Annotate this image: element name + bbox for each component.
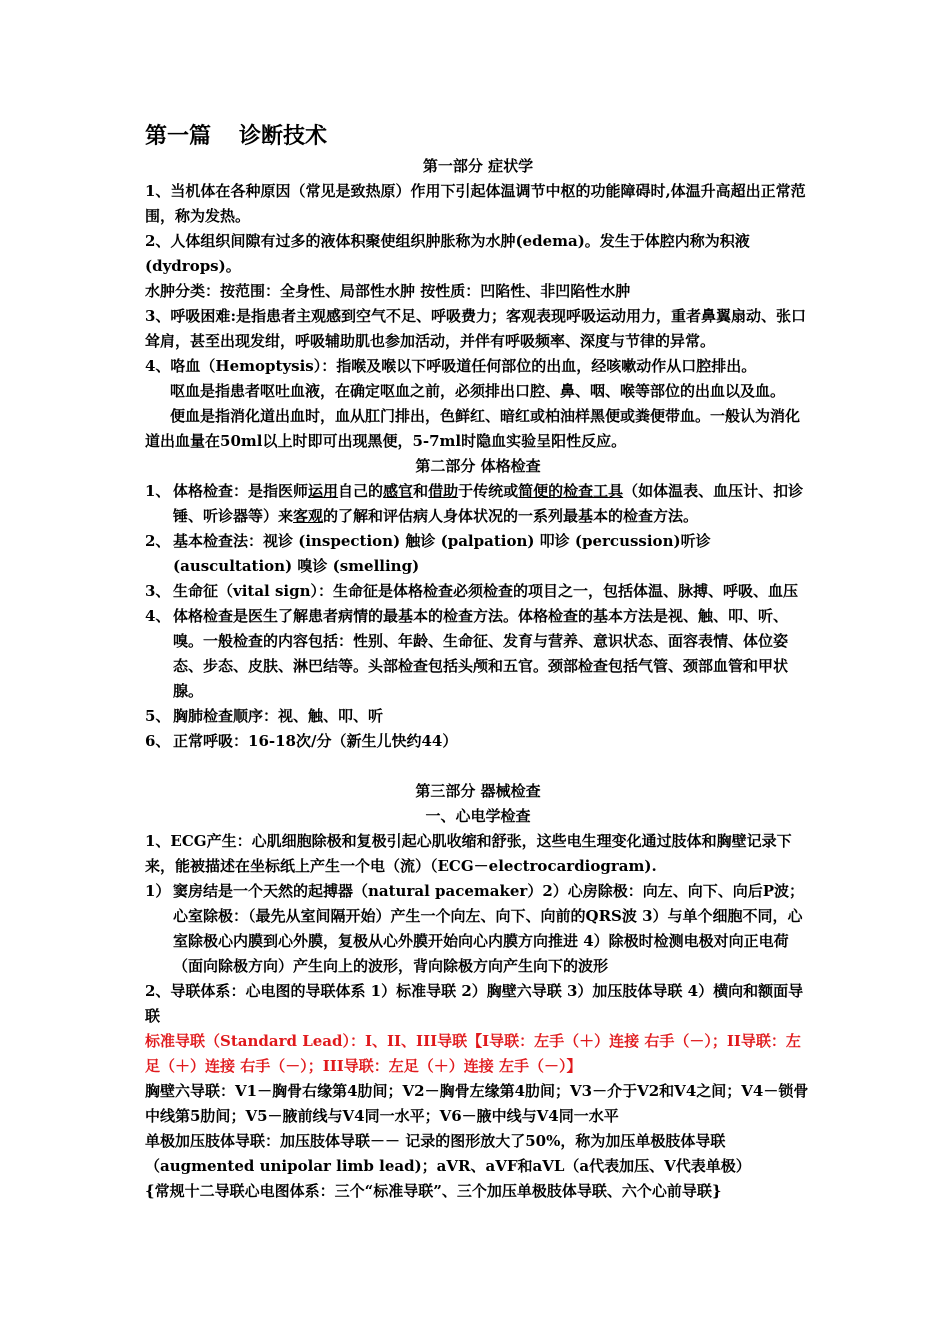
text-run: 自己的 [338, 482, 384, 500]
text-run: （如体温表、血压计、扣诊锤、听诊器等）来 [173, 482, 804, 525]
underlined-text: 简便的检查工具 [518, 482, 624, 500]
list-text: 生命征（vital sign）：生命征是体格检查必须检查的项目之一，包括体温、脉搏、呼吸、血压 [173, 582, 799, 600]
list-number: 3、 [145, 582, 171, 600]
underlined-text: 借助 [428, 482, 459, 500]
list-number: 5、 [145, 707, 171, 725]
paragraph-dyspnea: 3、呼吸困难:是指患者主观感到空气不足、呼吸费力；客观表现呼吸运动用力，重者鼻翼扇动、张口耸肩，甚至出现发绀，呼吸辅助肌也参加活动，并伴有呼吸频率、深度与节律的异常。 [145, 307, 806, 350]
paragraph-edema-types: 水肿分类：按范围：全身性、局部性水肿 按性质：凹陷性、非凹陷性水肿 [145, 282, 631, 300]
paragraph-augmented-leads: 单极加压肢体导联：加压肢体导联－－ 记录的图形放大了50%，称为加压单极肢体导联（augmented unipolar limb lead)；aVR、aVF和aVL（a代表加压、V代表单极） [145, 1132, 751, 1175]
text-run: 于传统或 [458, 482, 519, 500]
text-run: 和 [413, 482, 429, 500]
paragraph-hematemesis: 呕血是指患者呕吐血液，在确定呕血之前，必须排出口腔、鼻、咽、喉等部位的出血以及血。 [170, 382, 786, 400]
underlined-text: 感官 [383, 482, 414, 500]
document-body [145, 118, 811, 1204]
list-item [145, 704, 811, 729]
list-number: 1） [145, 882, 171, 900]
list-item [145, 479, 811, 529]
list-number: 6、 [145, 732, 171, 750]
paragraph-hemoptysis: 4、咯血（Hemoptysis）：指喉及喉以下呼吸道任何部位的出血，经咳嗽动作从口腔排出。 [145, 357, 757, 375]
list-text: 体格检查是医生了解患者病情的最基本的检查方法。体格检查的基本方法是视、触、叩、听、嗅。一般检查的内容包括：性别、年龄、生命征、发育与营养、意识状态、面容表情、体位姿态、步态、皮肤、淋巴结等。头部检查包括头颅和五官。颈部检查包括气管、颈部血管和甲状腺。 [173, 607, 789, 700]
paragraph-fever: 1、当机体在各种原因（常见是致热原）作用下引起体温调节中枢的功能障碍时,体温升高超出正常范围，称为发热。 [145, 182, 806, 225]
list-text: 窦房结是一个天然的起搏器（natural pacemaker）2）心房除极：向左、向下、向后P波；心室除极：（最先从室间隔开始）产生一个向左、向下、向前的QRS波 3）与单个细胞不同，心室除极心内膜到心外膜，复极从心外膜开始向心内膜方向推进 4）除极时检测电极对向正电荷（面向除极方向）产生向上的波形，背向除极方向产生向下的波形 [173, 882, 805, 975]
list-text: 胸肺检查顺序：视、触、叩、听 [173, 707, 384, 725]
list-number: 1、 [145, 482, 171, 500]
paragraph-ecg: 1、ECG产生：心肌细胞除极和复极引起心肌收缩和舒张，这些电生理变化通过肢体和胸壁记录下来，能被描述在坐标纸上产生一个电（流）（ECG－electrocardiogram). [145, 832, 792, 875]
list-text: 正常呼吸：16-18次/分（新生儿快约44） [173, 732, 458, 750]
list-text: 基本检查法：视诊 (inspection) 触诊 (palpation) 叩诊 (percussion)听诊 (auscultation) 嗅诊 (smelling) [173, 532, 711, 575]
paragraph-twelve-lead: {常规十二导联心电图体系：三个“标准导联”、三个加压单极肢体导联、六个心前导联} [145, 1182, 722, 1200]
paragraph-lead-system: 2、导联体系：心电图的导联体系 1）标准导联 2）胸壁六导联 3）加压肢体导联 4）横向和额面导联 [145, 982, 804, 1025]
section3-subheading: 一、心电学检查 [425, 807, 531, 825]
list-item [145, 579, 811, 604]
list-number: 4、 [145, 607, 171, 625]
paragraph-edema: 2、人体组织间隙有过多的液体积聚使组织肿胀称为水肿(edema)。发生于体腔内称为积液(dydrops)。 [145, 232, 750, 275]
list-item [145, 879, 811, 979]
section3-heading: 第三部分 器械检查 [415, 782, 541, 800]
paragraph-hematochezia: 便血是指消化道出血时，血从肛门排出，色鲜红、暗红或柏油样黑便或粪便带血。一般认为消化道出血量在50ml以上时即可出现黑便，5-7ml时隐血实验呈阳性反应。 [145, 407, 801, 450]
page-title [145, 118, 811, 154]
section1-heading: 第一部分 症状学 [422, 157, 534, 175]
list-item [145, 729, 811, 754]
list-number: 2、 [145, 532, 171, 550]
section2-heading: 第二部分 体格检查 [415, 457, 541, 475]
paragraph-standard-lead: 标准导联（Standard Lead）：I、II、III导联【I导联：左手（＋）连接 右手（－）；II导联：左足（＋）连接 右手（－）；III导联：左足（＋）连接 左手（－）】 [145, 1032, 801, 1075]
title-name: 诊断技术 [239, 123, 328, 149]
list-item [145, 529, 811, 579]
blank-line [145, 754, 811, 779]
list-item [145, 604, 811, 704]
paragraph-chest-leads: 胸壁六导联：V1－胸骨右缘第4肋间；V2－胸骨左缘第4肋间；V3－介于V2和V4之间；V4－锁骨中线第5肋间；V5－腋前线与V4同一水平；V6－腋中线与V4同一水平 [145, 1082, 809, 1125]
text-run: 的了解和评估病人身体状况的一系列最基本的检查方法。 [323, 507, 699, 525]
underlined-text: 运用 [308, 482, 339, 500]
title-part: 第一篇 [145, 123, 212, 149]
underlined-text: 客观 [293, 507, 324, 525]
text-run: 体格检查：是指医师 [173, 482, 309, 500]
